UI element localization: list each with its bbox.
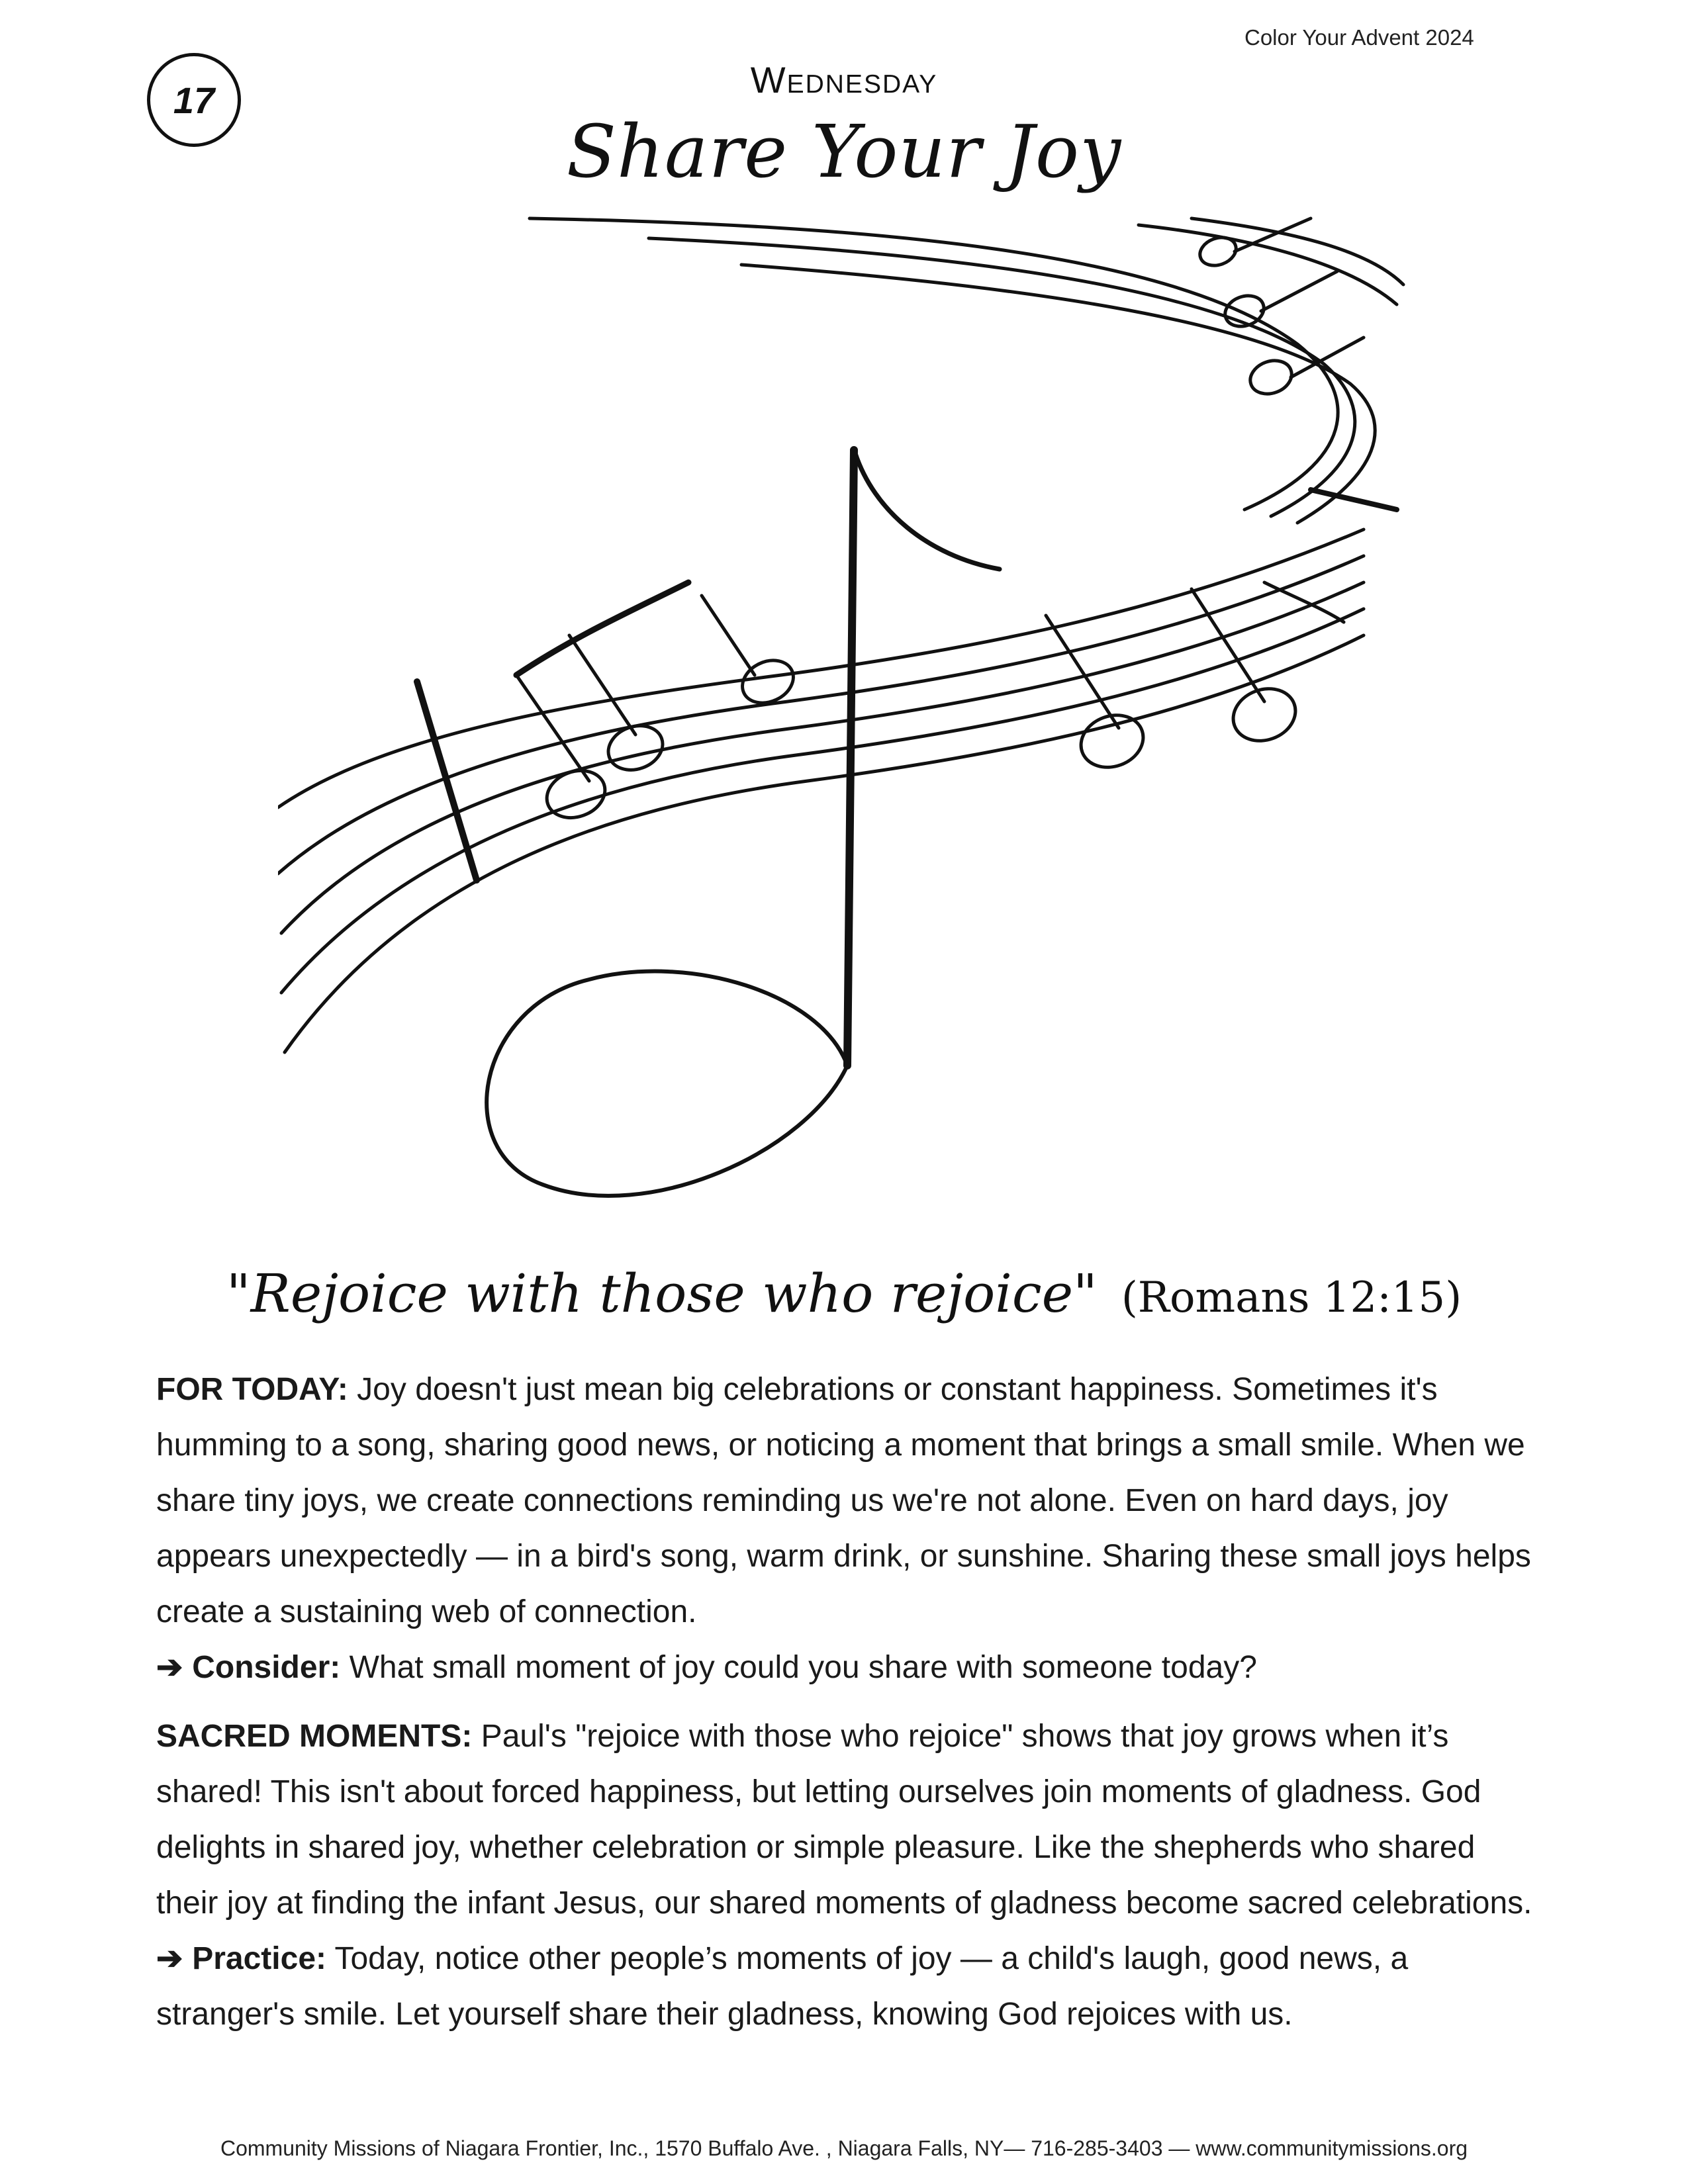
consider-label: Consider: <box>192 1650 341 1685</box>
practice-text: Today, notice other people’s moments of joy — a child's laugh, good news, a stranger's smile. Let yourself share their gladness, knowing God rejoices with us. <box>156 1941 1409 2032</box>
practice-label: Practice: <box>192 1941 326 1976</box>
scripture-verse <box>0 1263 1688 1324</box>
for-today-text: Joy doesn't just mean big celebrations or constant happiness. Sometimes it's humming to a song, sharing good news, or noticing a moment that brings a small smile. When we share tiny joys, we create connections reminding us we're not alone. Even on hard days, joy appears unexpectedly — in a bird's song, warm drink, or sunshine. Sharing these small joys helps create a sustaining web of connection. <box>156 1372 1531 1629</box>
consider-text: What small moment of joy could you share with someone today? <box>349 1650 1257 1685</box>
sacred-moments-label: SACRED MOMENTS: <box>156 1719 473 1754</box>
for-today-section <box>156 1362 1540 1696</box>
program-name: Color Your Advent 2024 <box>1244 25 1474 50</box>
arrow-right-icon: ➔ <box>156 1941 183 1976</box>
footer-contact: Community Missions of Niagara Frontier, Inc., 1570 Buffalo Ave. , Niagara Falls, NY— 716-285-3403 — www.communitymissions.org <box>220 2136 1468 2160</box>
page-title: Share Your Joy <box>566 109 1122 194</box>
day-number: 17 <box>173 79 215 121</box>
upper-notes <box>1196 218 1397 510</box>
sacred-moments-text: Paul's "rejoice with those who rejoice" shows that joy grows when it’s shared! This isn't about forced happiness, but letting ourselves join moments of gladness. God delights in shared joy, whether celebration or simple pleasure. Like the shepherds who shared their joy at finding the infant Jesus, our shared moments of gladness become sacred celebrations. <box>156 1719 1532 1921</box>
verse-quote: "Rejoice with those who rejoice" <box>226 1263 1098 1324</box>
verse-reference: (Romans 12:15) <box>1121 1273 1462 1322</box>
large-eighth-note <box>487 450 1000 1196</box>
staff-lines <box>278 218 1403 1052</box>
weekday-heading: Wednesday <box>750 59 938 101</box>
music-notes-on-staff-icon <box>278 212 1410 1244</box>
arrow-right-icon: ➔ <box>156 1650 183 1685</box>
sacred-moments-section <box>156 1709 1540 2042</box>
for-today-label: FOR TODAY: <box>156 1372 348 1407</box>
